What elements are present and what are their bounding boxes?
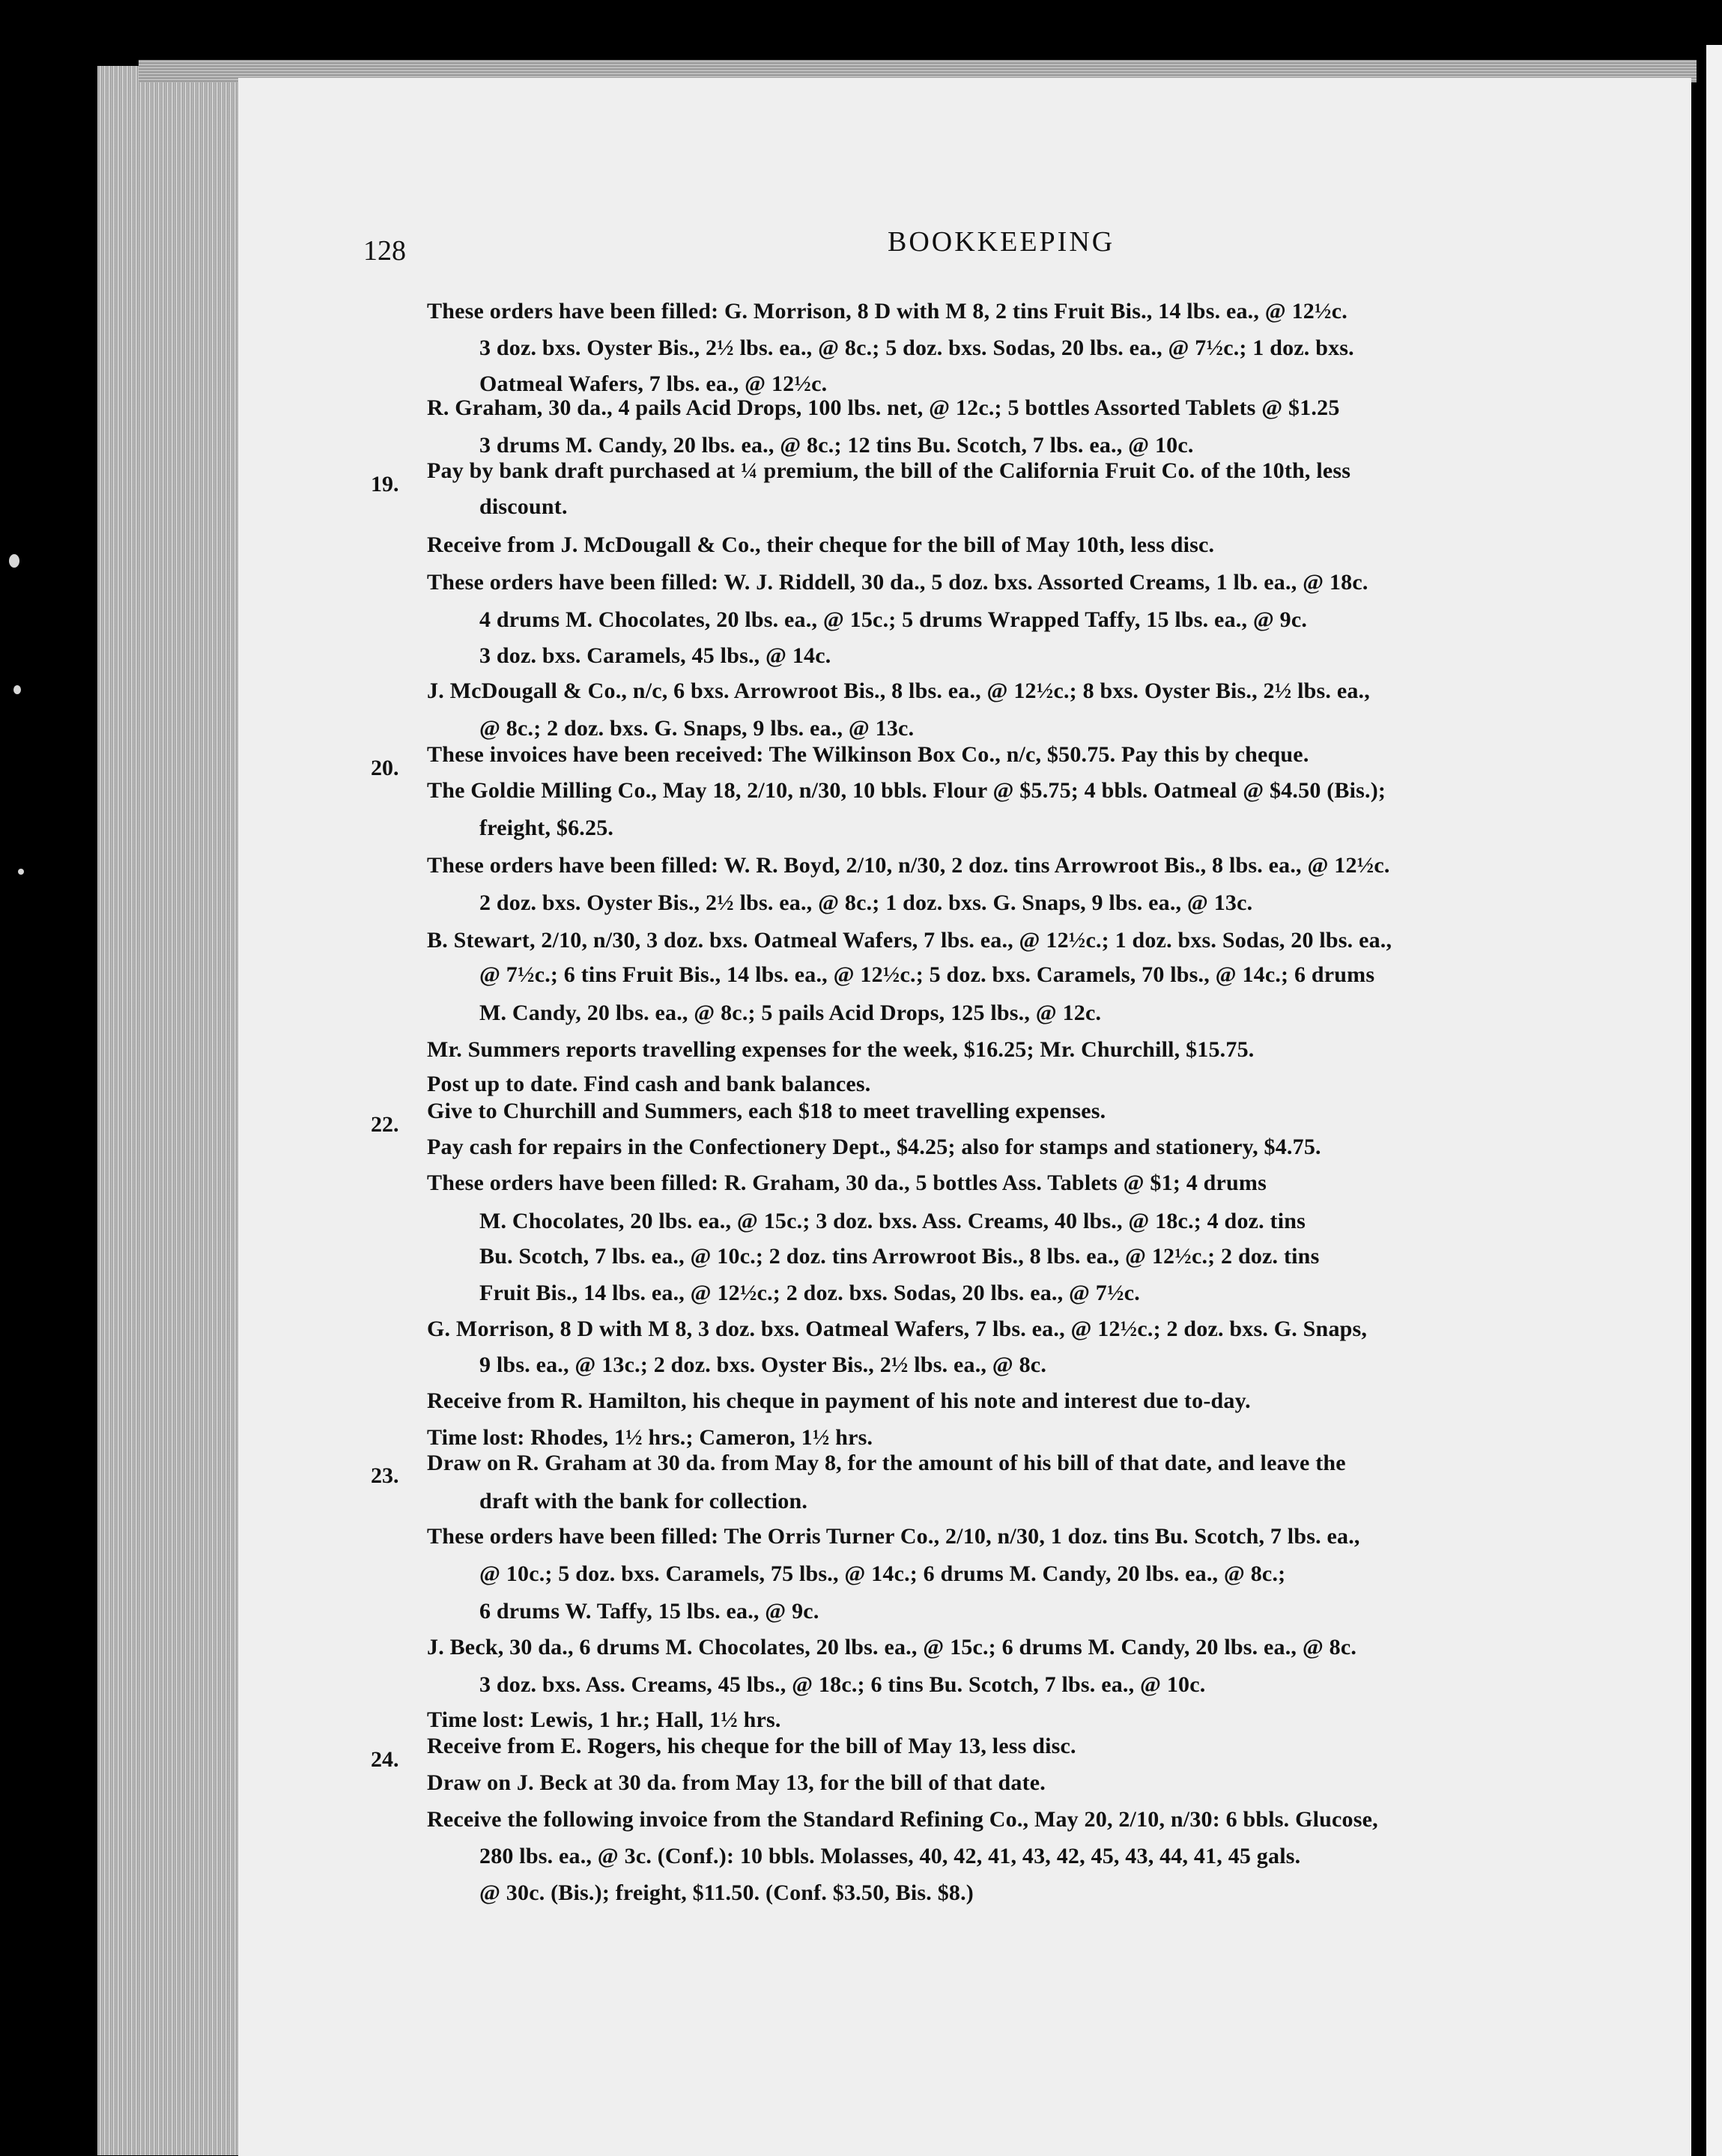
entry-line: 3 drums M. Candy, 20 lbs. ea., @ 8c.; 12 tins Bu. Scotch, 7 lbs. ea., @ 10c. — [479, 433, 1194, 458]
entry-line: M. Candy, 20 lbs. ea., @ 8c.; 5 pails Acid Drops, 125 lbs., @ 12c. — [479, 1000, 1102, 1025]
entry-line: 9 lbs. ea., @ 13c.; 2 doz. bxs. Oyster Bis., 2½ lbs. ea., @ 8c. — [479, 1352, 1047, 1377]
entry-line: The Goldie Milling Co., May 18, 2/10, n/30, 10 bbls. Flour @ $5.75; 4 bbls. Oatmeal @ $4.50 (Bis.); — [427, 778, 1386, 803]
entry-line: 3 doz. bxs. Oyster Bis., 2½ lbs. ea., @ 8c.; 5 doz. bxs. Sodas, 20 lbs. ea., @ 7½c.; 1 doz. bxs. — [479, 335, 1354, 360]
entry-line: Draw on R. Graham at 30 da. from May 8, for the amount of his bill of that date, and leave the — [427, 1451, 1346, 1475]
entry-line: @ 7½c.; 6 tins Fruit Bis., 14 lbs. ea., @ 12½c.; 5 doz. bxs. Caramels, 70 lbs., @ 14c.; 6 drums — [479, 962, 1375, 987]
entry-line: Fruit Bis., 14 lbs. ea., @ 12½c.; 2 doz. bxs. Sodas, 20 lbs. ea., @ 7½c. — [479, 1281, 1140, 1305]
scan-speck — [9, 554, 19, 568]
entry-line: 3 doz. bxs. Caramels, 45 lbs., @ 14c. — [479, 643, 831, 668]
entry-date: 24. — [371, 1747, 399, 1772]
entry-line: 280 lbs. ea., @ 3c. (Conf.): 10 bbls. Molasses, 40, 42, 41, 43, 42, 45, 43, 44, 41, 45 gals. — [479, 1844, 1301, 1868]
entry-line: Receive from E. Rogers, his cheque for the bill of May 13, less disc. — [427, 1734, 1076, 1758]
running-title: BOOKKEEPING — [888, 226, 1115, 258]
entry-line: M. Chocolates, 20 lbs. ea., @ 15c.; 3 doz. bxs. Ass. Creams, 40 lbs., @ 18c.; 4 doz. tins — [479, 1209, 1306, 1233]
entry-line: Post up to date. Find cash and bank balances. — [427, 1072, 871, 1096]
entry-line: 4 drums M. Chocolates, 20 lbs. ea., @ 15c.; 5 drums Wrapped Taffy, 15 lbs. ea., @ 9c. — [479, 607, 1308, 632]
entry-line: These orders have been filled: The Orris Turner Co., 2/10, n/30, 1 doz. tins Bu. Scotch, 7 lbs. ea., — [427, 1524, 1360, 1549]
entry-date: 20. — [371, 756, 399, 780]
entry-line: Receive from R. Hamilton, his cheque in payment of his note and interest due to-day. — [427, 1388, 1251, 1413]
entry-line: @ 10c.; 5 doz. bxs. Caramels, 75 lbs., @ 14c.; 6 drums M. Candy, 20 lbs. ea., @ 8c.; — [479, 1561, 1286, 1586]
entry-line: Time lost: Rhodes, 1½ hrs.; Cameron, 1½ hrs. — [427, 1425, 873, 1450]
entry-line: These orders have been filled: G. Morrison, 8 D with M 8, 2 tins Fruit Bis., 14 lbs. ea., @ 12½c. — [427, 299, 1347, 324]
page-number: 128 — [363, 235, 406, 267]
entry-line: Receive from J. McDougall & Co., their cheque for the bill of May 10th, less disc. — [427, 532, 1215, 557]
entry-line: Pay by bank draft purchased at ¼ premium, the bill of the California Fruit Co. of the 10th, less — [427, 458, 1351, 483]
entry-line: Oatmeal Wafers, 7 lbs. ea., @ 12½c. — [479, 371, 828, 396]
entry-line: Receive the following invoice from the Standard Refining Co., May 20, 2/10, n/30: 6 bbls. Glucose, — [427, 1807, 1378, 1832]
entry-line: Give to Churchill and Summers, each $18 to meet travelling expenses. — [427, 1099, 1106, 1123]
entry-line: 3 doz. bxs. Ass. Creams, 45 lbs., @ 18c.; 6 tins Bu. Scotch, 7 lbs. ea., @ 10c. — [479, 1672, 1206, 1697]
entry-line: freight, $6.25. — [479, 816, 614, 840]
entry-line: discount. — [479, 494, 568, 519]
entry-line: draft with the bank for collection. — [479, 1489, 808, 1513]
entry-line: J. Beck, 30 da., 6 drums M. Chocolates, 20 lbs. ea., @ 15c.; 6 drums M. Candy, 20 lbs. ea., @ 8c. — [427, 1635, 1357, 1659]
scan-speck — [18, 869, 24, 875]
book-page-edges — [97, 66, 247, 2155]
entry-line: J. McDougall & Co., n/c, 6 bxs. Arrowroot Bis., 8 lbs. ea., @ 12½c.; 8 bxs. Oyster Bis., 2½ lbs. ea., — [427, 678, 1370, 703]
entry-line: B. Stewart, 2/10, n/30, 3 doz. bxs. Oatmeal Wafers, 7 lbs. ea., @ 12½c.; 1 doz. bxs. Sodas, 20 lbs. ea., — [427, 928, 1392, 953]
entry-line: 6 drums W. Taffy, 15 lbs. ea., @ 9c. — [479, 1599, 819, 1624]
entry-date: 23. — [371, 1463, 399, 1488]
scan-speck — [13, 685, 21, 694]
entry-line: These orders have been filled: W. R. Boyd, 2/10, n/30, 2 doz. tins Arrowroot Bis., 8 lbs. ea., @ 12½c. — [427, 853, 1390, 878]
entry-line: G. Morrison, 8 D with M 8, 3 doz. bxs. Oatmeal Wafers, 7 lbs. ea., @ 12½c.; 2 doz. bxs. G. Snaps, — [427, 1317, 1368, 1341]
entry-line: @ 8c.; 2 doz. bxs. G. Snaps, 9 lbs. ea., @ 13c. — [479, 716, 915, 741]
entry-line: Mr. Summers reports travelling expenses for the week, $16.25; Mr. Churchill, $15.75. — [427, 1037, 1255, 1062]
entry-line: Draw on J. Beck at 30 da. from May 13, for the bill of that date. — [427, 1770, 1046, 1795]
entry-line: These orders have been filled: R. Graham, 30 da., 5 bottles Ass. Tablets @ $1; 4 drums — [427, 1170, 1267, 1195]
entry-date: 19. — [371, 472, 399, 497]
entry-line: R. Graham, 30 da., 4 pails Acid Drops, 100 lbs. net, @ 12c.; 5 bottles Assorted Tablets @ $1.25 — [427, 395, 1340, 420]
adjacent-page-edge — [1706, 45, 1722, 2156]
entry-line: These orders have been filled: W. J. Riddell, 30 da., 5 doz. bxs. Assorted Creams, 1 lb. ea., @ 18c. — [427, 570, 1368, 595]
entry-line: Bu. Scotch, 7 lbs. ea., @ 10c.; 2 doz. tins Arrowroot Bis., 8 lbs. ea., @ 12½c.; 2 doz. tins — [479, 1244, 1320, 1269]
entry-date: 22. — [371, 1112, 399, 1137]
entry-line: @ 30c. (Bis.); freight, $11.50. (Conf. $3.50, Bis. $8.) — [479, 1880, 974, 1905]
entry-line: These invoices have been received: The Wilkinson Box Co., n/c, $50.75. Pay this by cheque. — [427, 742, 1309, 767]
entry-line: Pay cash for repairs in the Confectionery Dept., $4.25; also for stamps and stationery, $4.75. — [427, 1135, 1321, 1159]
entry-line: Time lost: Lewis, 1 hr.; Hall, 1½ hrs. — [427, 1707, 781, 1732]
entry-line: 2 doz. bxs. Oyster Bis., 2½ lbs. ea., @ 8c.; 1 doz. bxs. G. Snaps, 9 lbs. ea., @ 13c. — [479, 890, 1253, 915]
